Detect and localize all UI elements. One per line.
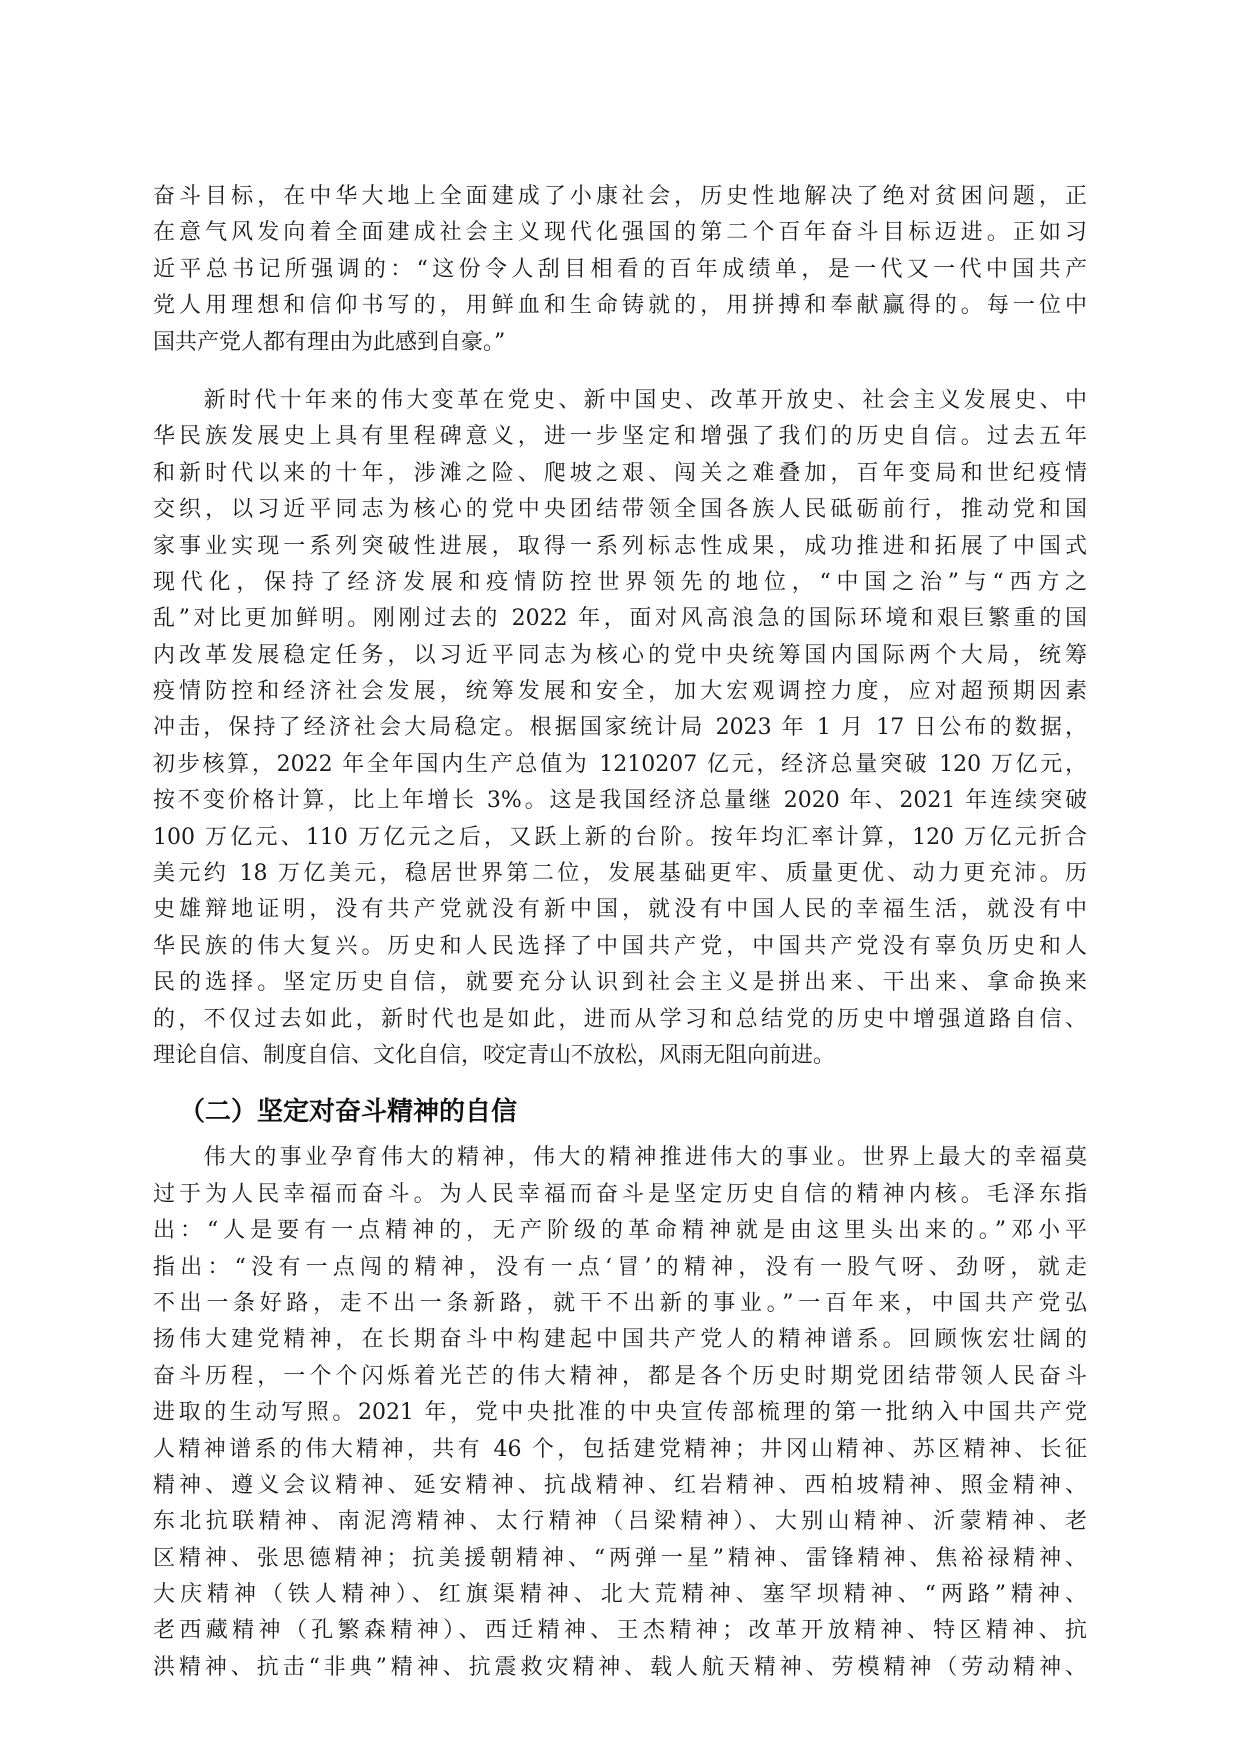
text-line: 乱”对比更加鲜明。刚刚过去的 2022 年，面对风高浪急的国际环境和艰巨繁重的国: [153, 606, 1087, 632]
text-line: 奋斗历程，一个个闪烁着光芒的伟大精神，都是各个历史时期党团结带领人民奋斗: [153, 1363, 1087, 1389]
text-line: 区精神、张思德精神；抗美援朝精神、“两弹一星”精神、雷锋精神、焦裕禄精神、: [153, 1545, 1087, 1571]
document-body: [153, 179, 1087, 1708]
text-line: 的，不仅过去如此，新时代也是如此，进而从学习和总结党的历史中增强道路自信、: [153, 1006, 1087, 1032]
text-line: 美元约 18 万亿美元，稳居世界第二位，发展基础更牢、质量更优、动力更充沛。历: [153, 861, 1087, 887]
text-line: 国共产党人都有理由为此感到自豪。”: [153, 329, 506, 355]
text-line: 和新时代以来的十年，涉滩之险、爬坡之艰、闯关之难叠加，百年变局和世纪疫情: [153, 460, 1087, 486]
text-line: 进取的生动写照。2021 年，党中央批准的中央宣传部梳理的第一批纳入中国共产党: [153, 1400, 1087, 1426]
text-line: 大庆精神（铁人精神）、红旗渠精神、北大荒精神、塞罕坝精神、“两路”精神、: [153, 1582, 1087, 1608]
paragraph-1: [153, 179, 1087, 361]
text-line: 洪精神、抗击“非典”精神、抗震救灾精神、载人航天精神、劳模精神（劳动精神、: [153, 1654, 1087, 1680]
text-line: 扬伟大建党精神，在长期奋斗中构建起中国共产党人的精神谱系。回顾恢宏壮阔的: [153, 1327, 1087, 1353]
paragraph-3: [153, 1140, 1087, 1686]
text-line: 出：“人是要有一点精神的，无产阶级的革命精神就是由这里头出来的。”邓小平: [153, 1218, 1087, 1244]
text-line: 近平总书记所强调的：“这份令人刮目相看的百年成绩单，是一代又一代中国共产: [153, 256, 1087, 282]
text-line: 人精神谱系的伟大精神，共有 46 个，包括建党精神；井冈山精神、苏区精神、长征: [153, 1436, 1087, 1462]
text-line: 交织，以习近平同志为核心的党中央团结带领全国各族人民砥砺前行，推动党和国: [153, 497, 1087, 523]
text-line: 民的选择。坚定历史自信，就要充分认识到社会主义是拼出来、干出来、拿命换来: [153, 970, 1087, 996]
text-line: 奋斗目标，在中华大地上全面建成了小康社会，历史性地解决了绝对贫困问题，正: [153, 184, 1087, 209]
text-line: 冲击，保持了经济社会大局稳定。根据国家统计局 2023 年 1 月 17 日公布的数据，: [153, 715, 1087, 741]
text-line: 内改革发展稳定任务，以习近平同志为核心的党中央统筹国内国际两个大局，统筹: [153, 642, 1087, 668]
text-line: 新时代十年来的伟大变革在党史、新中国史、改革开放史、社会主义发展史、中: [153, 387, 1087, 413]
text-line: 初步核算，2022 年全年国内生产总值为 1210207 亿元，经济总量突破 120 万亿元，: [153, 751, 1087, 777]
text-line: 华民族的伟大复兴。历史和人民选择了中国共产党，中国共产党没有辜负历史和人: [153, 933, 1087, 959]
text-line: 理论自信、制度自信、文化自信，咬定青山不放松，风雨无阻向前进。: [153, 1042, 836, 1068]
text-line: 不出一条好路，走不出一条新路，就干不出新的事业。”一百年来，中国共产党弘: [153, 1290, 1087, 1316]
text-line: 老西藏精神（孔繁森精神）、西迁精神、王杰精神；改革开放精神、特区精神、抗: [153, 1618, 1087, 1644]
text-line: 史雄辩地证明，没有共产党就没有新中国，就没有中国人民的幸福生活，就没有中: [153, 897, 1087, 923]
text-line: 100 万亿元、110 万亿元之后，又跃上新的台阶。按年均汇率计算，120 万亿元折合: [153, 824, 1087, 850]
text-line: 东北抗联精神、南泥湾精神、太行精神（吕梁精神）、大别山精神、沂蒙精神、老: [153, 1509, 1087, 1535]
paragraph-2: [153, 383, 1087, 1074]
text-line: 指出：“没有一点闯的精神，没有一点‘冒’的精神，没有一股气呀、劲呀，就走: [153, 1254, 1087, 1280]
text-line: 疫情防控和经济社会发展，统筹发展和安全，加大宏观调控力度，应对超预期因素: [153, 679, 1087, 705]
text-line: 按不变价格计算，比上年增长 3%。这是我国经济总量继 2020 年、2021 年连续突破: [153, 788, 1087, 814]
text-line: 精神、遵义会议精神、延安精神、抗战精神、红岩精神、西柏坡精神、照金精神、: [153, 1472, 1087, 1498]
text-line: 华民族发展史上具有里程碑意义，进一步坚定和增强了我们的历史自信。过去五年: [153, 424, 1087, 450]
text-line: 党人用理想和信仰书写的，用鲜血和生命铸就的，用拼搏和奉献赢得的。每一位中: [153, 293, 1087, 319]
text-line: 现代化，保持了经济发展和疫情防控世界领先的地位，“中国之治”与“西方之: [153, 569, 1087, 595]
text-line: 在意气风发向着全面建成社会主义现代化强国的第二个百年奋斗目标迈进。正如习: [153, 220, 1087, 246]
text-line: 伟大的事业孕育伟大的精神，伟大的精神推进伟大的事业。世界上最大的幸福莫: [153, 1145, 1087, 1171]
text-line: 过于为人民幸福而奋斗。为人民幸福而奋斗是坚定历史自信的精神内核。毛泽东指: [153, 1181, 1087, 1207]
text-line: 家事业实现一系列突破性进展，取得一系列标志性成果，成功推进和拓展了中国式: [153, 533, 1087, 559]
section-heading: （二）坚定对奋斗精神的自信: [179, 1097, 518, 1128]
